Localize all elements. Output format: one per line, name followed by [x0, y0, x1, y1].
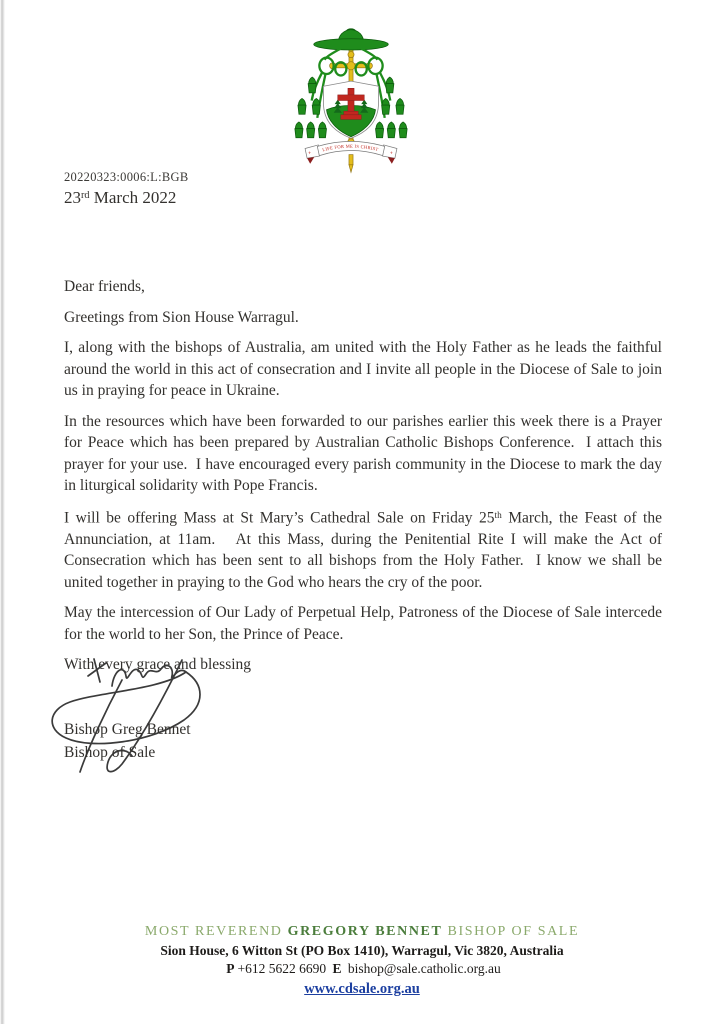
scan-edge-artifact	[0, 0, 5, 1024]
footer-title-line	[0, 924, 724, 940]
footer-bishop-name: GREGORY BENNET	[287, 924, 443, 939]
crest-motto: LIFE FOR ME IS CHRIST	[321, 143, 380, 153]
footer-title-prefix: MOST REVEREND	[144, 924, 288, 939]
signatory-title: Bishop of Sale	[64, 744, 156, 761]
phone-label: P	[226, 961, 235, 976]
mass-date-ordinal: th	[494, 510, 502, 521]
paragraph-mass	[64, 506, 666, 594]
date-ordinal: rd	[81, 189, 90, 201]
galero-hat-icon	[314, 29, 389, 50]
email-label: E	[332, 961, 342, 976]
signatory-name: Bishop Greg Bennet	[64, 721, 191, 738]
paragraph-intercession: May the intercession of Our Lady of Perpetual Help, Patroness of the Diocese of Sale intercede for the world to her Son, the Prince of Peace.	[64, 604, 666, 643]
mass-text-after: March, the Feast of the Annunciation, at 11am. At this Mass, during the Penitential Rite I will make the Act of Consecration which has been sent to all bishops from the Holy Father. I know we shall be united together in praying to the God who hears the cry of the poor.	[64, 509, 666, 591]
email-address: bishop@sale.catholic.org.au	[347, 961, 501, 976]
phone-number: +612 5622 6690	[237, 961, 327, 976]
scroll-plus-left: +	[308, 150, 312, 157]
footer-website-link[interactable]: www.cdsale.org.au	[304, 981, 420, 997]
reference-block	[64, 170, 188, 208]
paragraph-consecration: I, along with the bishops of Australia, am united with the Holy Father as he leads the faithful around the world in this act of consecration and I invite all people in the Diocese of Sale to join us in praying for peace in Ukraine.	[64, 339, 666, 399]
reference-number: 20220323:0006:L:BGB	[64, 170, 189, 184]
footer-contact-line	[0, 961, 724, 977]
coat-of-arms-graphic	[294, 26, 408, 174]
paragraph-prayer-resources: In the resources which have been forwarded to our parishes earlier this week there is a Prayer for Peace which has been prepared by Australian Catholic Bishops Conference. I attach this prayer for your use. I have encouraged every parish community in the Diocese to mark the day in liturgical solidarity with Pope Francis.	[64, 412, 666, 494]
mass-text-before: I will be offering Mass at St Mary’s Cathedral Sale on Friday 25	[64, 509, 495, 527]
closing-line: With every grace and blessing	[64, 656, 252, 674]
footer-address: Sion House, 6 Witton St (PO Box 1410), Warragul, Vic 3820, Australia	[160, 943, 564, 958]
coat-of-arms	[294, 26, 408, 174]
scroll-plus-right: +	[389, 150, 393, 157]
date-rest: March 2022	[89, 188, 177, 207]
letterhead-footer	[0, 924, 724, 998]
letter-body	[64, 276, 666, 685]
shield-icon	[323, 81, 378, 138]
letter-date	[64, 188, 188, 208]
footer-title-suffix: BISHOP OF SALE	[442, 924, 580, 939]
date-day: 23	[64, 188, 81, 207]
salutation: Dear friends,	[64, 278, 145, 295]
signature-block	[64, 718, 191, 764]
intro-paragraph: Greetings from Sion House Warragul.	[64, 308, 299, 326]
